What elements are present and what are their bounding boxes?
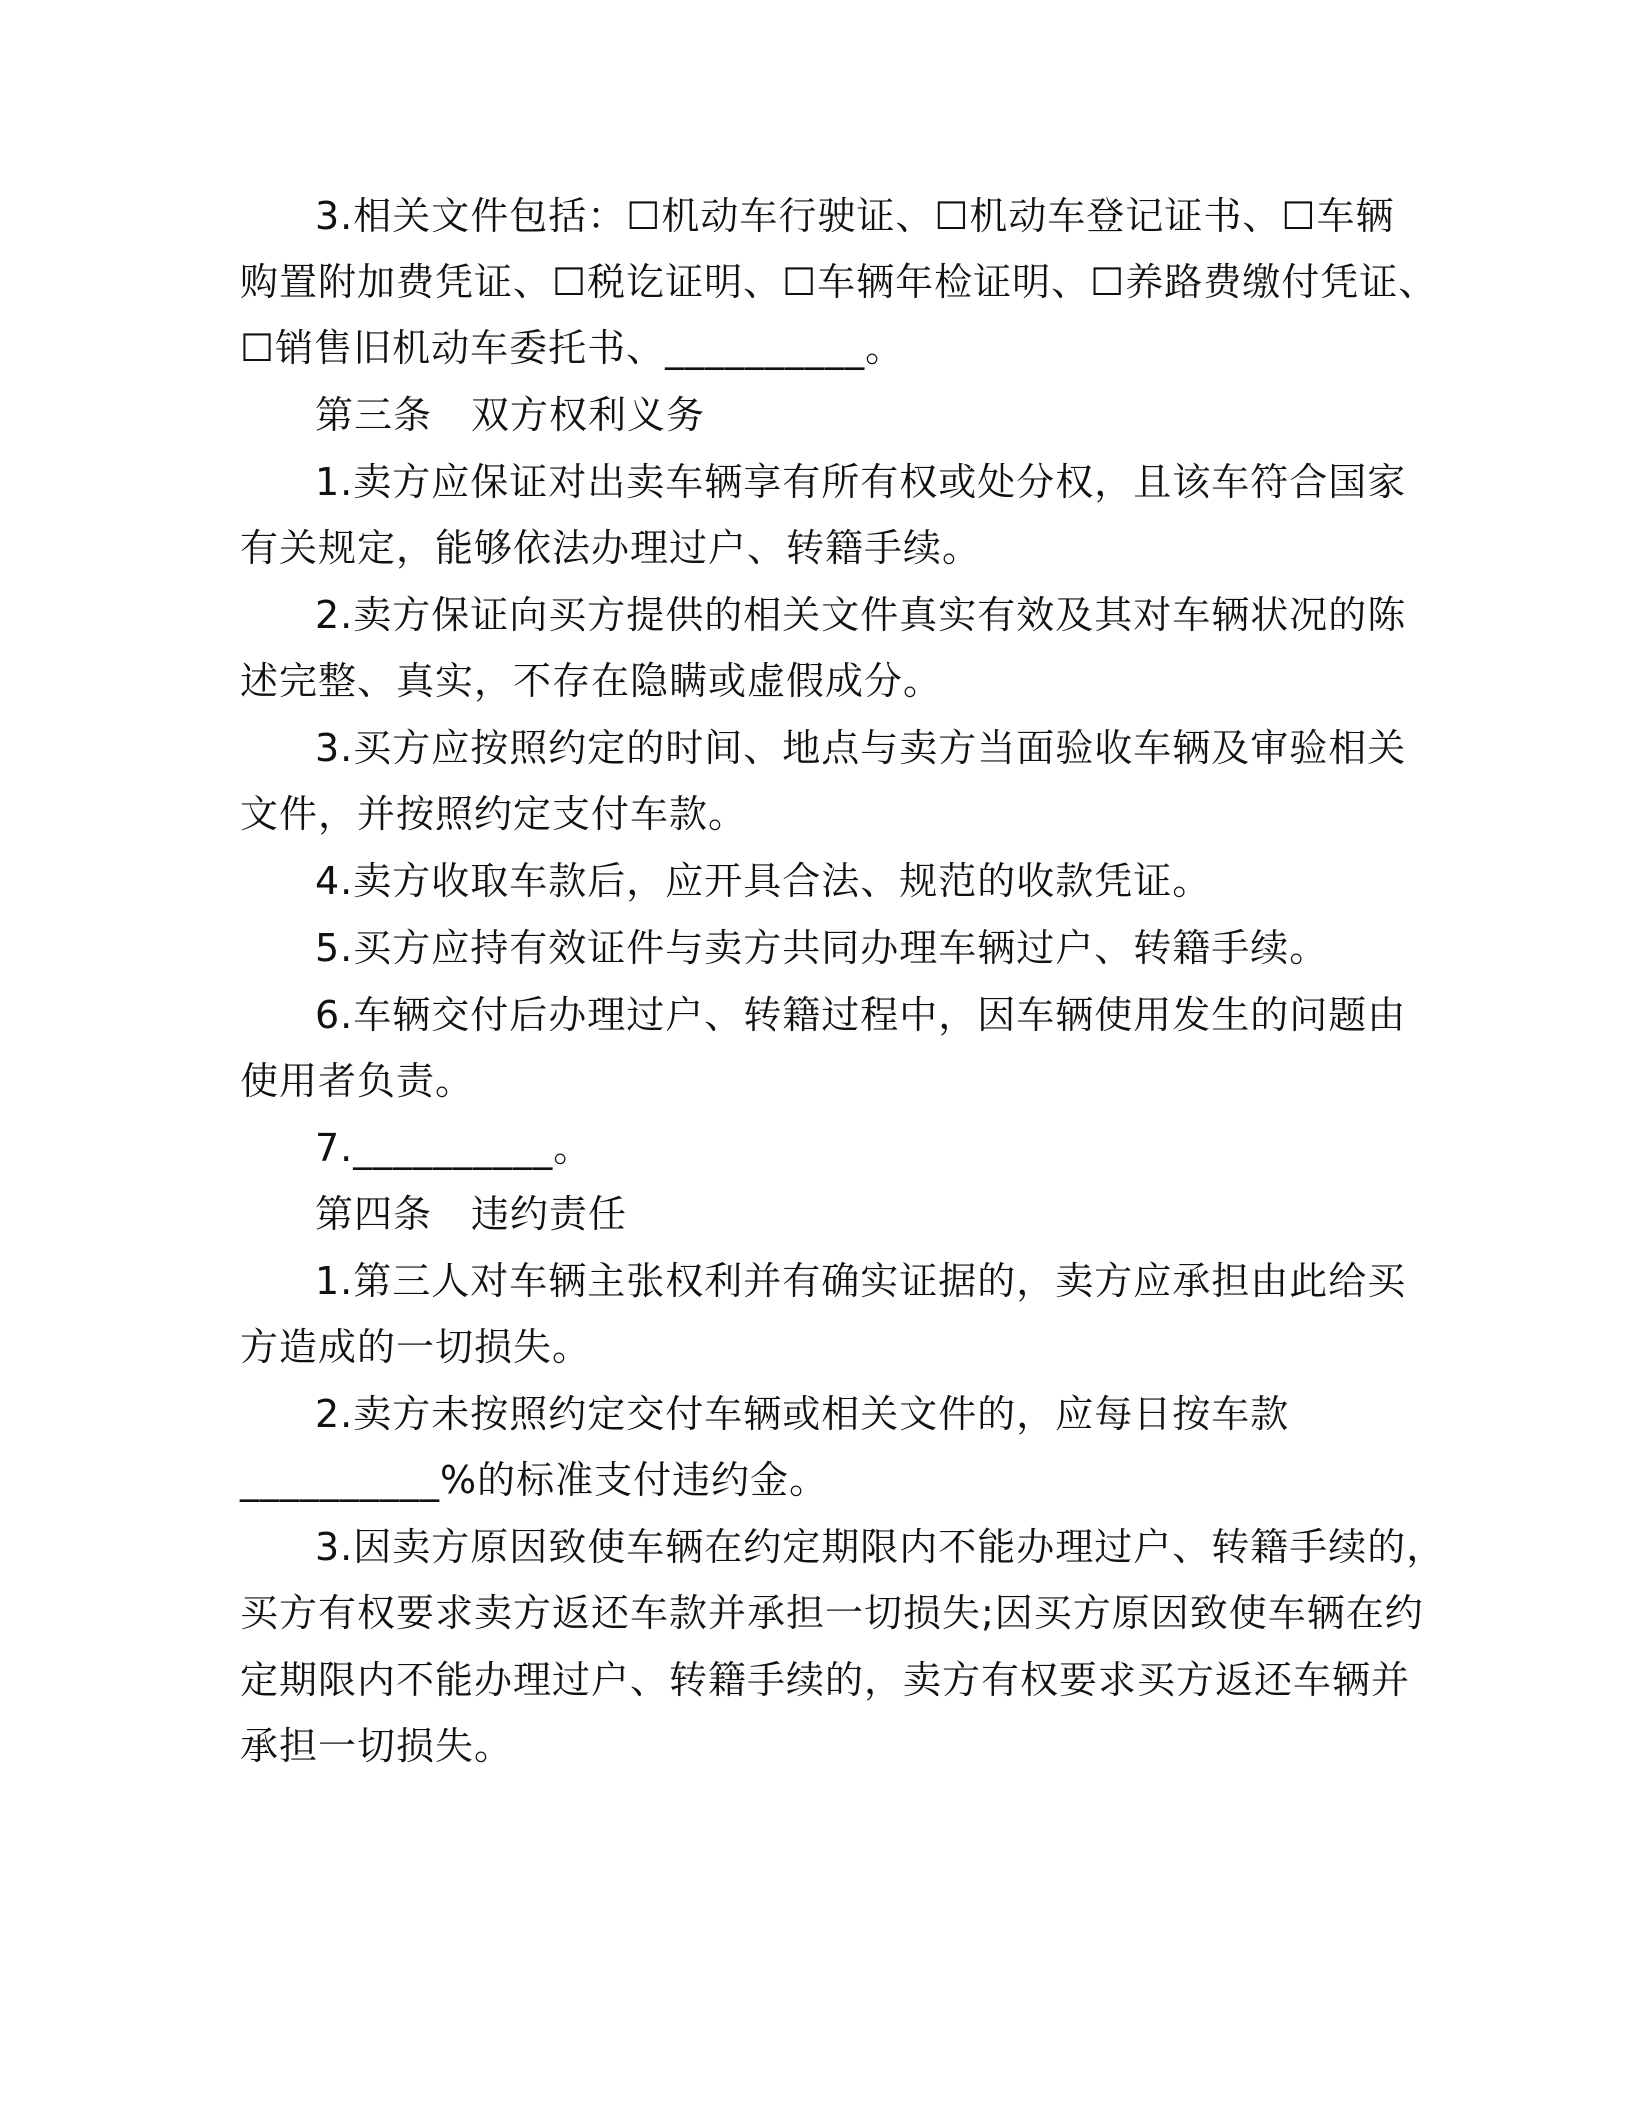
article-4-item-2-line-2: __________%的标准支付违约金。	[240, 1458, 829, 1502]
article-4-item-1-line-2: 方造成的一切损失。	[240, 1325, 592, 1369]
article-3-item-3-line-1: 3.买方应按照约定的时间、地点与卖方当面验收车辆及审验相关	[315, 726, 1407, 770]
article-3-item-4: 4.卖方收取车款后，应开具合法、规范的收款凭证。	[315, 859, 1212, 903]
article-4-item-2-line-1: 2.卖方未按照约定交付车辆或相关文件的，应每日按车款	[315, 1392, 1290, 1436]
article-4-item-3-line-1: 3.因卖方原因致使车辆在约定期限内不能办理过户、转籍手续的，	[315, 1525, 1446, 1569]
article-3-item-7: 7.__________。	[315, 1126, 593, 1170]
article-4-item-3-line-3: 定期限内不能办理过户、转籍手续的，卖方有权要求买方返还车辆并	[240, 1658, 1411, 1702]
article-4-item-3-line-4: 承担一切损失。	[240, 1724, 514, 1768]
item-3-related-documents-line-2: 购置附加费凭证、☐税讫证明、☐车辆年检证明、☐养路费缴付凭证、	[240, 260, 1438, 304]
item-3-related-documents-line-1: 3.相关文件包括：☐机动车行驶证、☐机动车登记证书、☐车辆	[315, 194, 1395, 238]
article-4-heading: 第四条 违约责任	[315, 1192, 628, 1236]
item-3-related-documents-line-3: ☐销售旧机动车委托书、__________。	[240, 326, 905, 370]
article-4-item-1-line-1: 1.第三人对车辆主张权利并有确实证据的，卖方应承担由此给买	[315, 1259, 1407, 1303]
article-3-item-1-line-1: 1.卖方应保证对出卖车辆享有所有权或处分权，且该车符合国家	[315, 460, 1407, 504]
article-4-item-3-line-2: 买方有权要求卖方返还车款并承担一切损失;因买方原因致使车辆在约	[240, 1591, 1424, 1635]
article-3-item-1-line-2: 有关规定，能够依法办理过户、转籍手续。	[240, 526, 982, 570]
article-3-item-6-line-1: 6.车辆交付后办理过户、转籍过程中，因车辆使用发生的问题由	[315, 993, 1407, 1037]
article-3-item-2-line-2: 述完整、真实，不存在隐瞒或虚假成分。	[240, 659, 943, 703]
article-3-item-2-line-1: 2.卖方保证向买方提供的相关文件真实有效及其对车辆状况的陈	[315, 593, 1407, 637]
article-3-heading: 第三条 双方权利义务	[315, 393, 706, 437]
article-3-item-6-line-2: 使用者负责。	[240, 1059, 475, 1103]
article-3-item-5: 5.买方应持有效证件与卖方共同办理车辆过户、转籍手续。	[315, 926, 1329, 970]
article-3-item-3-line-2: 文件，并按照约定支付车款。	[240, 792, 748, 836]
